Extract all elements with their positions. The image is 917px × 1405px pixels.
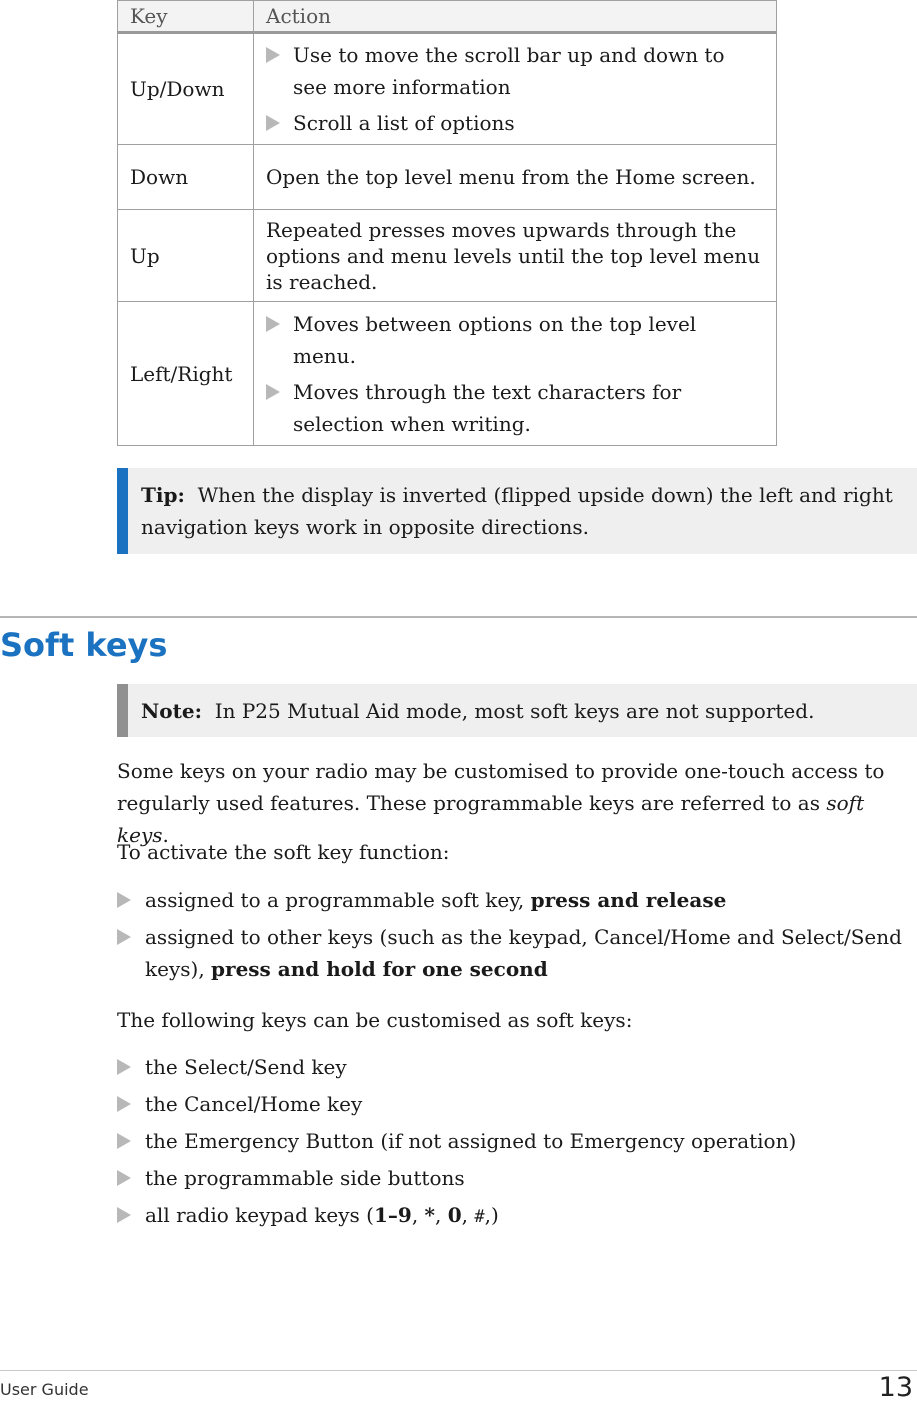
bullet-arrow-icon — [117, 892, 131, 908]
bullet-arrow-icon — [117, 1133, 131, 1149]
bullet-arrow-icon — [266, 47, 280, 63]
list-item: Scroll a list of options — [266, 107, 764, 139]
section-divider — [0, 616, 917, 618]
tip-text: When the display is inverted (flipped upside down) the left and right navigation keys work in opposite directions. — [141, 483, 893, 539]
bullet-arrow-icon — [266, 384, 280, 400]
customisable-keys-list — [117, 1051, 917, 1238]
activate-intro: To activate the soft key function: — [117, 840, 450, 864]
note-label: Note: — [141, 699, 202, 723]
table-cell-key: Left/Right — [118, 302, 254, 446]
table-row — [118, 33, 777, 145]
bullet-arrow-icon — [117, 929, 131, 945]
table-cell-key: Up/Down — [118, 33, 254, 145]
note-text: In P25 Mutual Aid mode, most soft keys are not supported. — [214, 699, 815, 723]
footer-divider — [0, 1370, 917, 1371]
navigation-keys-table — [117, 0, 777, 446]
table-row — [118, 210, 777, 302]
bullet-arrow-icon — [266, 316, 280, 332]
footer-title: User Guide — [0, 1380, 89, 1399]
table-header-row — [118, 1, 777, 33]
tip-callout — [117, 468, 917, 554]
page-number: 13 — [878, 1372, 913, 1403]
intro-paragraph: Some keys on your radio may be customised to provide one-touch access to regularly used features. These programmable keys are referred to as soft keys. — [117, 759, 885, 847]
list-item: Use to move the scroll bar up and down to see more information — [266, 39, 764, 103]
table-header-key: Key — [118, 1, 254, 33]
table-cell-action — [254, 302, 777, 446]
bullet-arrow-icon — [117, 1096, 131, 1112]
bullet-arrow-icon — [117, 1170, 131, 1186]
list-item: the Select/Send key — [117, 1051, 917, 1083]
note-callout — [117, 684, 917, 737]
list-item: the Cancel/Home key — [117, 1088, 917, 1120]
table-row — [118, 302, 777, 446]
list-item: assigned to other keys (such as the keypad, Cancel/Home and Select/Send keys), press and hold for one second — [117, 921, 917, 985]
list-item: Moves through the text characters for selection when writing. — [266, 376, 764, 440]
customisable-intro: The following keys can be customised as soft keys: — [117, 1008, 633, 1032]
table-header-action: Action — [254, 1, 777, 33]
bullet-arrow-icon — [266, 115, 280, 131]
list-item: the programmable side buttons — [117, 1162, 917, 1194]
soft-keys-term: soft keys — [117, 791, 865, 847]
list-item: all radio keypad keys (1–9, *, 0, #,) — [117, 1199, 917, 1233]
bullet-arrow-icon — [117, 1059, 131, 1075]
table-cell-action: Open the top level menu from the Home screen. — [254, 145, 777, 210]
section-title: Soft keys — [0, 626, 168, 664]
table-cell-key: Up — [118, 210, 254, 302]
tip-label: Tip: — [141, 483, 185, 507]
list-item: Moves between options on the top level menu. — [266, 308, 764, 372]
list-item: assigned to a programmable soft key, press and release — [117, 884, 917, 916]
bullet-arrow-icon — [117, 1207, 131, 1223]
table-cell-key: Down — [118, 145, 254, 210]
list-item: the Emergency Button (if not assigned to Emergency operation) — [117, 1125, 917, 1157]
table-cell-action — [254, 33, 777, 145]
activate-list — [117, 884, 917, 990]
table-row — [118, 145, 777, 210]
table-cell-action: Repeated presses moves upwards through the options and menu levels until the top level menu is reached. — [254, 210, 777, 302]
